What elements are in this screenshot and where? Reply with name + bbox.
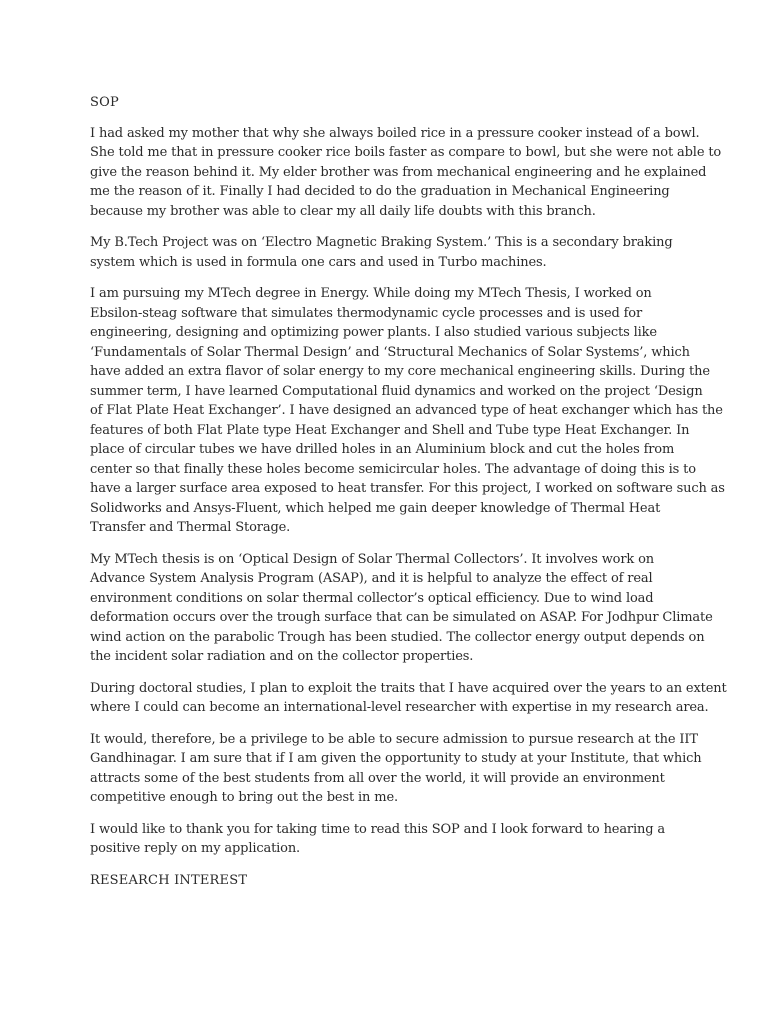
text-line: me the reason of it. Finally I had decided to do the graduation in Mechanical Engineering xyxy=(90,184,670,199)
text-line: give the reason behind it. My elder brother was from mechanical engineering and he explained xyxy=(90,164,707,180)
text-line: because my brother was able to clear my all daily life doubts with this branch. xyxy=(90,203,596,219)
paragraph-admission xyxy=(90,730,708,808)
text-line: where I could can become an international-level researcher with expertise in my research area. xyxy=(90,700,709,715)
text-line: have a larger surface area exposed to heat transfer. For this project, I worked on software such as xyxy=(90,481,725,496)
section-heading-research-interest: RESEARCH INTEREST xyxy=(90,872,248,888)
text-line: system which is used in formula one cars and used in Turbo machines. xyxy=(90,254,547,270)
text-line: I am pursuing my MTech degree in Energy. While doing my MTech Thesis, I worked on xyxy=(90,286,652,301)
text-line: She told me that in pressure cooker rice boils faster as compare to bowl, but she were not able to xyxy=(90,145,722,160)
text-line: Advance System Analysis Program (ASAP), and it is helpful to analyze the effect of real xyxy=(90,571,653,586)
text-line: I had asked my mother that why she always boiled rice in a pressure cooker instead of a bowl. xyxy=(90,125,700,141)
text-line: summer term, I have learned Computational fluid dynamics and worked on the project ‘Design xyxy=(90,383,703,399)
text-line: ‘Fundamentals of Solar Thermal Design’ and ‘Structural Mechanics of Solar Systems’, which xyxy=(90,344,690,360)
text-line: engineering, designing and optimizing power plants. I also studied various subjects like xyxy=(90,325,657,340)
text-line: positive reply on my application. xyxy=(90,841,301,856)
text-line: deformation occurs over the trough surface that can be simulated on ASAP. For Jodhpur Climate xyxy=(90,610,713,625)
text-line: It would, therefore, be a privilege to be able to secure admission to pursue research at the IIT xyxy=(90,731,698,747)
text-line: wind action on the parabolic Trough has been studied. The collector energy output depends on xyxy=(90,629,705,645)
text-line: Transfer and Thermal Storage. xyxy=(90,520,291,535)
text-line: environment conditions on solar thermal collector’s optical efficiency. Due to wind load xyxy=(90,590,654,606)
paragraph-btech-project xyxy=(90,233,708,272)
text-line: place of circular tubes we have drilled holes in an Aluminium block and cut the holes from xyxy=(90,442,675,457)
text-line: My B.Tech Project was on ‘Electro Magnetic Braking System.’ This is a secondary braking xyxy=(90,235,673,250)
text-line: I would like to thank you for taking time to read this SOP and I look forward to hearing a xyxy=(90,821,665,837)
text-line: Solidworks and Ansys-Fluent, which helped me gain deeper knowledge of Thermal Heat xyxy=(90,500,661,516)
text-line: attracts some of the best students from all over the world, it will provide an environment xyxy=(90,770,665,786)
paragraph-mtech-thesis xyxy=(90,550,713,667)
document-title: SOP xyxy=(90,95,119,110)
text-line: of Flat Plate Heat Exchanger’. I have designed an advanced type of heat exchanger which has the xyxy=(90,403,723,418)
text-line: competitive enough to bring out the best in me. xyxy=(90,790,398,805)
paragraph-mtech-degree xyxy=(90,284,725,538)
paragraph-motivation xyxy=(90,124,722,222)
text-line: features of both Flat Plate type Heat Exchanger and Shell and Tube type Heat Exchanger. In xyxy=(90,422,690,438)
text-line: have added an extra flavor of solar energy to my core mechanical engineering skills. During the xyxy=(90,364,710,379)
text-line: the incident solar radiation and on the collector properties. xyxy=(90,649,474,664)
text-line: My MTech thesis is on ‘Optical Design of Solar Thermal Collectors’. It involves work on xyxy=(90,551,655,567)
text-line: During doctoral studies, I plan to exploit the traits that I have acquired over the years to an extent xyxy=(90,680,727,696)
text-line: Ebsilon-steag software that simulates thermodynamic cycle processes and is used for xyxy=(90,305,643,321)
text-line: Gandhinagar. I am sure that if I am given the opportunity to study at your Institute, that which xyxy=(90,751,702,766)
paragraph-doctoral-plans xyxy=(90,679,727,718)
paragraph-closing xyxy=(90,820,708,859)
text-line: center so that finally these holes become semicircular holes. The advantage of doing this is to xyxy=(90,461,696,477)
